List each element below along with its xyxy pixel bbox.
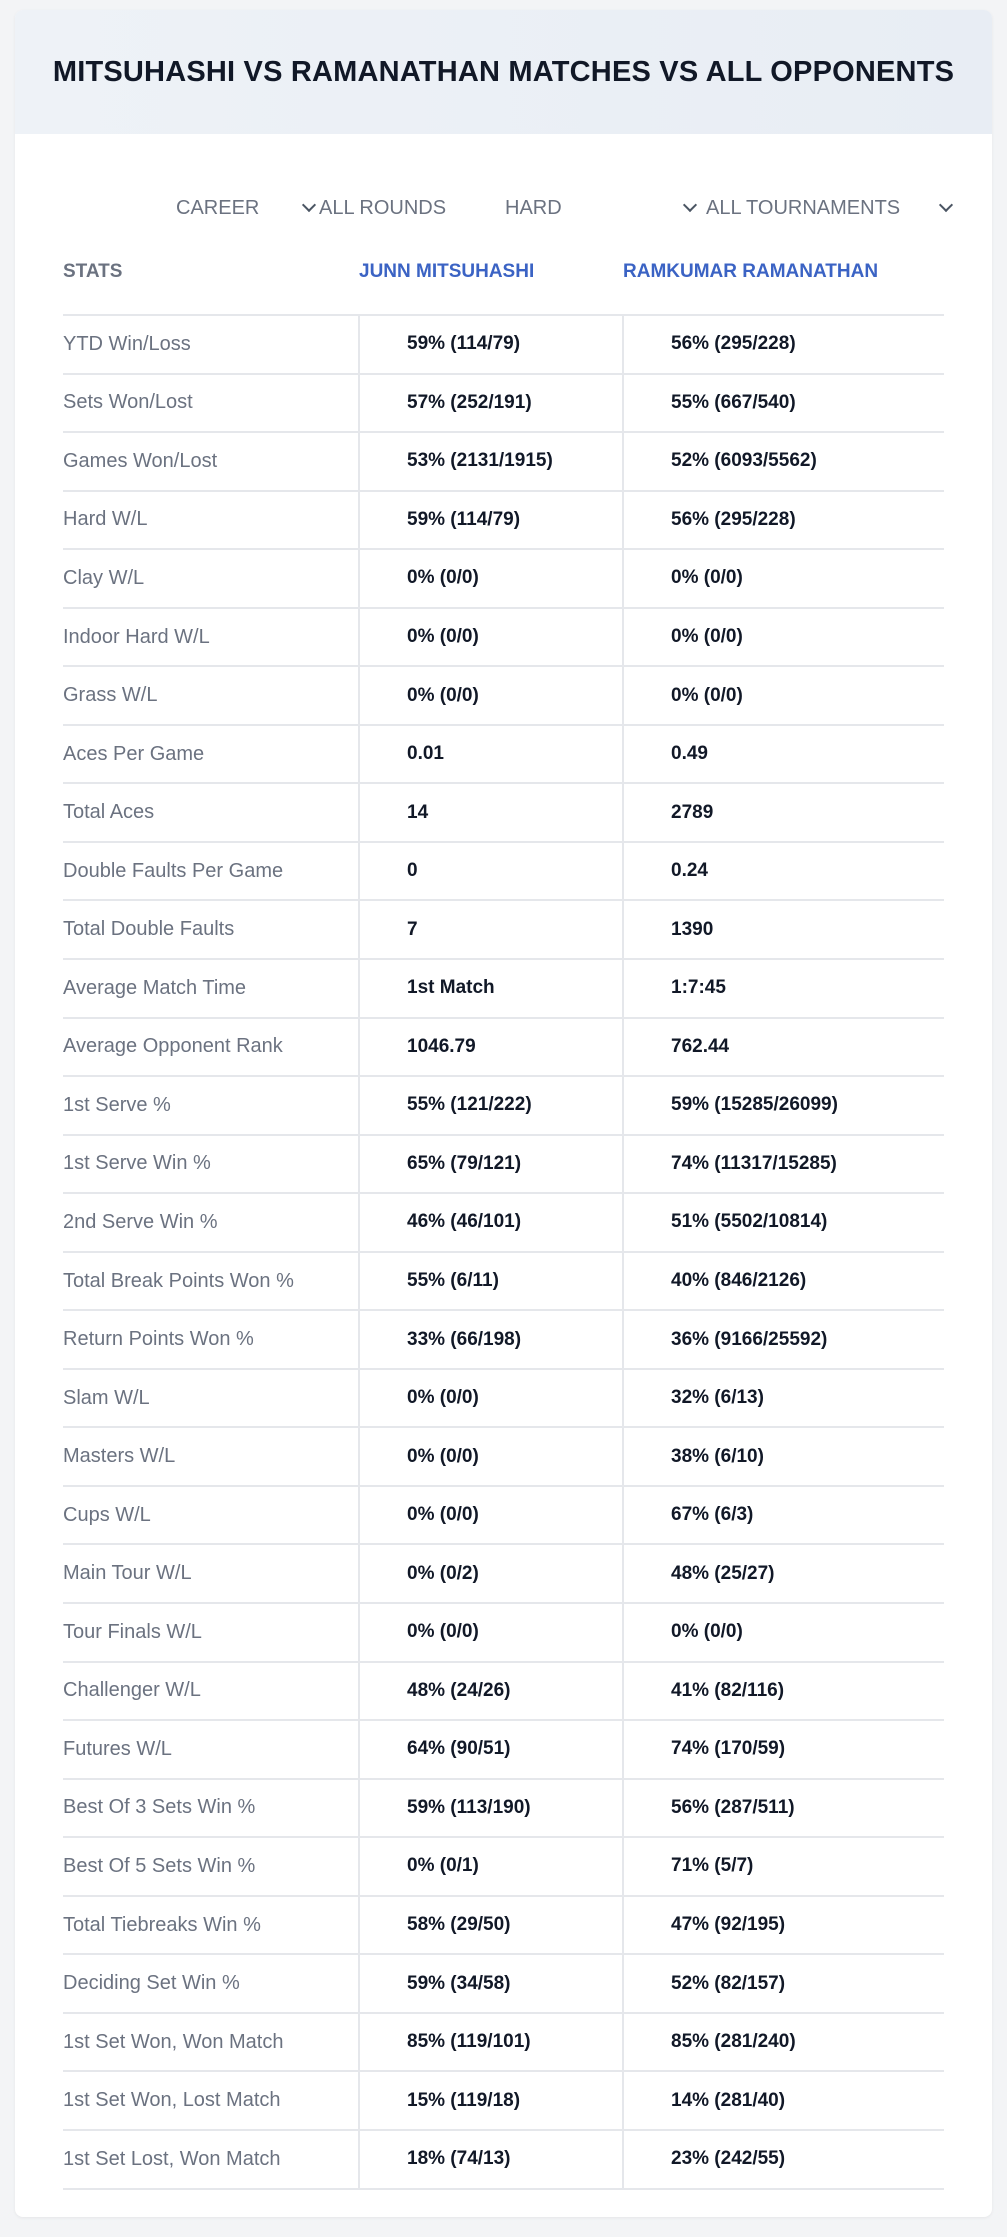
table-row bbox=[63, 784, 944, 843]
player1-value: 59% (113/190) bbox=[407, 1796, 531, 1818]
player2-value: 0% (0/0) bbox=[671, 1621, 743, 1643]
stat-label: Masters W/L bbox=[63, 1445, 176, 1468]
player1-value: 0% (0/0) bbox=[407, 626, 479, 647]
player2-value: 0.49 bbox=[671, 743, 708, 765]
tournament-select[interactable] bbox=[706, 188, 951, 228]
table-row bbox=[63, 1604, 944, 1663]
stat-label: 2nd Serve Win % bbox=[63, 1210, 218, 1233]
player1-value: 48% (24/26) bbox=[407, 1679, 511, 1701]
table-row bbox=[63, 375, 944, 434]
player2-value: 48% (25/27) bbox=[671, 1562, 775, 1584]
player2-value: 55% (667/540) bbox=[671, 391, 796, 413]
player2-value: 85% (281/240) bbox=[671, 2031, 796, 2053]
chevron-down-icon bbox=[939, 198, 953, 212]
player2-value: 71% (5/7) bbox=[671, 1855, 754, 1877]
table-row bbox=[63, 901, 944, 960]
table-row bbox=[63, 1721, 944, 1780]
chevron-down-icon bbox=[683, 198, 697, 212]
table-row bbox=[63, 316, 944, 375]
stat-label: 1st Set Lost, Won Match bbox=[63, 2147, 281, 2170]
player2-value: 0% (0/0) bbox=[671, 626, 743, 647]
stat-label: Average Match Time bbox=[63, 976, 247, 999]
stat-label: Tour Finals W/L bbox=[63, 1620, 202, 1643]
player2-value: 40% (846/2126) bbox=[671, 1270, 807, 1292]
player1-value: 59% (114/79) bbox=[407, 333, 521, 355]
page-title: MITSUHASHI VS RAMANATHAN MATCHES VS ALL OPPONENTS bbox=[52, 55, 955, 88]
stat-label: YTD Win/Loss bbox=[63, 332, 191, 355]
stat-label: 1st Set Won, Lost Match bbox=[63, 2089, 281, 2112]
stat-label: Grass W/L bbox=[63, 684, 158, 707]
card-header bbox=[15, 10, 992, 134]
player1-value: 58% (29/50) bbox=[407, 1914, 511, 1936]
player1-value: 0.01 bbox=[407, 743, 444, 765]
table-row bbox=[63, 1311, 944, 1370]
table-row bbox=[63, 1897, 944, 1956]
player2-value: 32% (6/13) bbox=[671, 1387, 764, 1409]
stat-label: Hard W/L bbox=[63, 508, 148, 531]
table-row bbox=[63, 1019, 944, 1078]
player2-value: 56% (287/511) bbox=[671, 1796, 795, 1818]
stat-label: Return Points Won % bbox=[63, 1328, 254, 1351]
table-row bbox=[63, 960, 944, 1019]
stat-label: Cups W/L bbox=[63, 1503, 151, 1526]
table-body bbox=[63, 316, 944, 2190]
player1-value: 18% (74/13) bbox=[407, 2148, 511, 2170]
stat-label: Total Double Faults bbox=[63, 918, 235, 941]
stat-label: 1st Set Won, Won Match bbox=[63, 2030, 284, 2053]
table-header bbox=[63, 248, 944, 316]
player1-value: 65% (79/121) bbox=[407, 1152, 522, 1174]
table-row bbox=[63, 433, 944, 492]
table-row bbox=[63, 726, 944, 785]
player1-value: 33% (66/198) bbox=[407, 1328, 522, 1350]
table-row bbox=[63, 1487, 944, 1546]
stat-label: Indoor Hard W/L bbox=[63, 625, 210, 648]
player1-value: 0% (0/0) bbox=[407, 1621, 479, 1643]
table-row bbox=[63, 1077, 944, 1136]
stat-label: Main Tour W/L bbox=[63, 1562, 192, 1585]
player2-value: 51% (5502/10814) bbox=[671, 1211, 828, 1233]
player2-value: 1:7:45 bbox=[671, 977, 726, 999]
stat-label: Double Faults Per Game bbox=[63, 859, 284, 882]
round-select[interactable] bbox=[319, 188, 495, 228]
stat-label: Total Break Points Won % bbox=[63, 1269, 294, 1292]
player1-value: 0% (0/0) bbox=[407, 1504, 479, 1526]
player1-value: 7 bbox=[407, 918, 418, 940]
player2-value: 1390 bbox=[671, 918, 714, 940]
player1-value: 0 bbox=[407, 860, 418, 882]
player2-value: 0.24 bbox=[671, 860, 708, 882]
player2-value: 52% (6093/5562) bbox=[671, 450, 817, 472]
table-row bbox=[63, 667, 944, 726]
player2-value: 0% (0/0) bbox=[671, 567, 743, 589]
player1-value: 55% (6/11) bbox=[407, 1270, 499, 1292]
player2-value: 14% (281/40) bbox=[671, 2089, 786, 2111]
round-select-value: ALL ROUNDS bbox=[319, 196, 447, 219]
player1-value: 59% (114/79) bbox=[407, 508, 521, 530]
player1-value: 1st Match bbox=[407, 977, 495, 999]
player1-value: 55% (121/222) bbox=[407, 1094, 532, 1116]
table-row bbox=[63, 1545, 944, 1604]
player2-value: 47% (92/195) bbox=[671, 1914, 786, 1936]
table-row bbox=[63, 1780, 944, 1839]
stat-label: 1st Serve % bbox=[63, 1093, 171, 1116]
player1-link[interactable]: JUNN MITSUHASHI bbox=[359, 261, 535, 282]
player2-value: 56% (295/228) bbox=[671, 508, 796, 530]
table-row bbox=[63, 1955, 944, 2014]
stat-label: Sets Won/Lost bbox=[63, 391, 193, 414]
player1-value: 85% (119/101) bbox=[407, 2031, 531, 2053]
player1-value: 46% (46/101) bbox=[407, 1211, 522, 1233]
stats-card bbox=[15, 10, 992, 2217]
player2-value: 67% (6/3) bbox=[671, 1504, 754, 1526]
period-select[interactable] bbox=[176, 188, 314, 228]
stat-label: Best Of 3 Sets Win % bbox=[63, 1796, 256, 1819]
stat-label: Games Won/Lost bbox=[63, 449, 218, 472]
player1-value: 53% (2131/1915) bbox=[407, 450, 553, 472]
player2-value: 74% (170/59) bbox=[671, 1738, 786, 1760]
player2-value: 56% (295/228) bbox=[671, 333, 796, 355]
player1-value: 15% (119/18) bbox=[407, 2089, 521, 2111]
table-row bbox=[63, 1194, 944, 1253]
player2-value: 762.44 bbox=[671, 1035, 730, 1057]
table-row bbox=[63, 550, 944, 609]
surface-select[interactable] bbox=[505, 188, 695, 228]
stat-label: Deciding Set Win % bbox=[63, 1972, 240, 1995]
table-row bbox=[63, 1253, 944, 1312]
player2-link[interactable]: RAMKUMAR RAMANATHAN bbox=[623, 261, 879, 282]
table-row bbox=[63, 609, 944, 668]
player1-value: 1046.79 bbox=[407, 1035, 476, 1057]
chevron-down-icon bbox=[302, 198, 316, 212]
player2-value: 0% (0/0) bbox=[671, 684, 743, 706]
table-row bbox=[63, 492, 944, 551]
table-row bbox=[63, 2072, 944, 2131]
table-row bbox=[63, 1428, 944, 1487]
player1-value: 0% (0/0) bbox=[407, 684, 479, 706]
player1-value: 0% (0/0) bbox=[407, 567, 479, 589]
player2-value: 74% (11317/15285) bbox=[671, 1152, 837, 1174]
player1-value: 59% (34/58) bbox=[407, 1972, 511, 1994]
player1-value: 0% (0/2) bbox=[407, 1562, 479, 1584]
stat-label: Futures W/L bbox=[63, 1737, 172, 1760]
column-header-stats: STATS bbox=[63, 261, 123, 282]
table-row bbox=[63, 1136, 944, 1195]
stat-label: Clay W/L bbox=[63, 566, 145, 589]
player1-value: 64% (90/51) bbox=[407, 1738, 511, 1760]
stat-label: Challenger W/L bbox=[63, 1679, 201, 1702]
surface-select-value: HARD bbox=[505, 196, 562, 219]
stat-label: Best Of 5 Sets Win % bbox=[63, 1854, 256, 1877]
player2-value: 52% (82/157) bbox=[671, 1972, 786, 1994]
player1-value: 0% (0/1) bbox=[407, 1855, 479, 1877]
player1-value: 0% (0/0) bbox=[407, 1387, 479, 1409]
period-select-value: CAREER bbox=[176, 196, 260, 219]
player2-value: 23% (242/55) bbox=[671, 2148, 786, 2170]
stat-label: Total Tiebreaks Win % bbox=[63, 1913, 261, 1936]
player1-value: 0% (0/0) bbox=[407, 1445, 479, 1467]
stat-label: Average Opponent Rank bbox=[63, 1035, 283, 1058]
stat-label: Total Aces bbox=[63, 801, 155, 824]
stats-table bbox=[63, 248, 944, 2190]
player2-value: 38% (6/10) bbox=[671, 1445, 764, 1467]
filter-bar bbox=[15, 180, 992, 236]
stat-label: Slam W/L bbox=[63, 1386, 150, 1409]
stat-label: Aces Per Game bbox=[63, 742, 205, 765]
table-row bbox=[63, 1663, 944, 1722]
player2-value: 2789 bbox=[671, 801, 714, 823]
player2-value: 59% (15285/26099) bbox=[671, 1094, 838, 1116]
table-row bbox=[63, 1838, 944, 1897]
table-row bbox=[63, 2131, 944, 2190]
tournament-select-value: ALL TOURNAMENTS bbox=[706, 196, 901, 219]
player1-value: 14 bbox=[407, 801, 429, 823]
player2-value: 41% (82/116) bbox=[671, 1679, 785, 1701]
player2-value: 36% (9166/25592) bbox=[671, 1328, 828, 1350]
player1-value: 57% (252/191) bbox=[407, 391, 532, 413]
stat-label: 1st Serve Win % bbox=[63, 1152, 211, 1175]
table-row bbox=[63, 2014, 944, 2073]
table-row bbox=[63, 843, 944, 902]
table-row bbox=[63, 1370, 944, 1429]
